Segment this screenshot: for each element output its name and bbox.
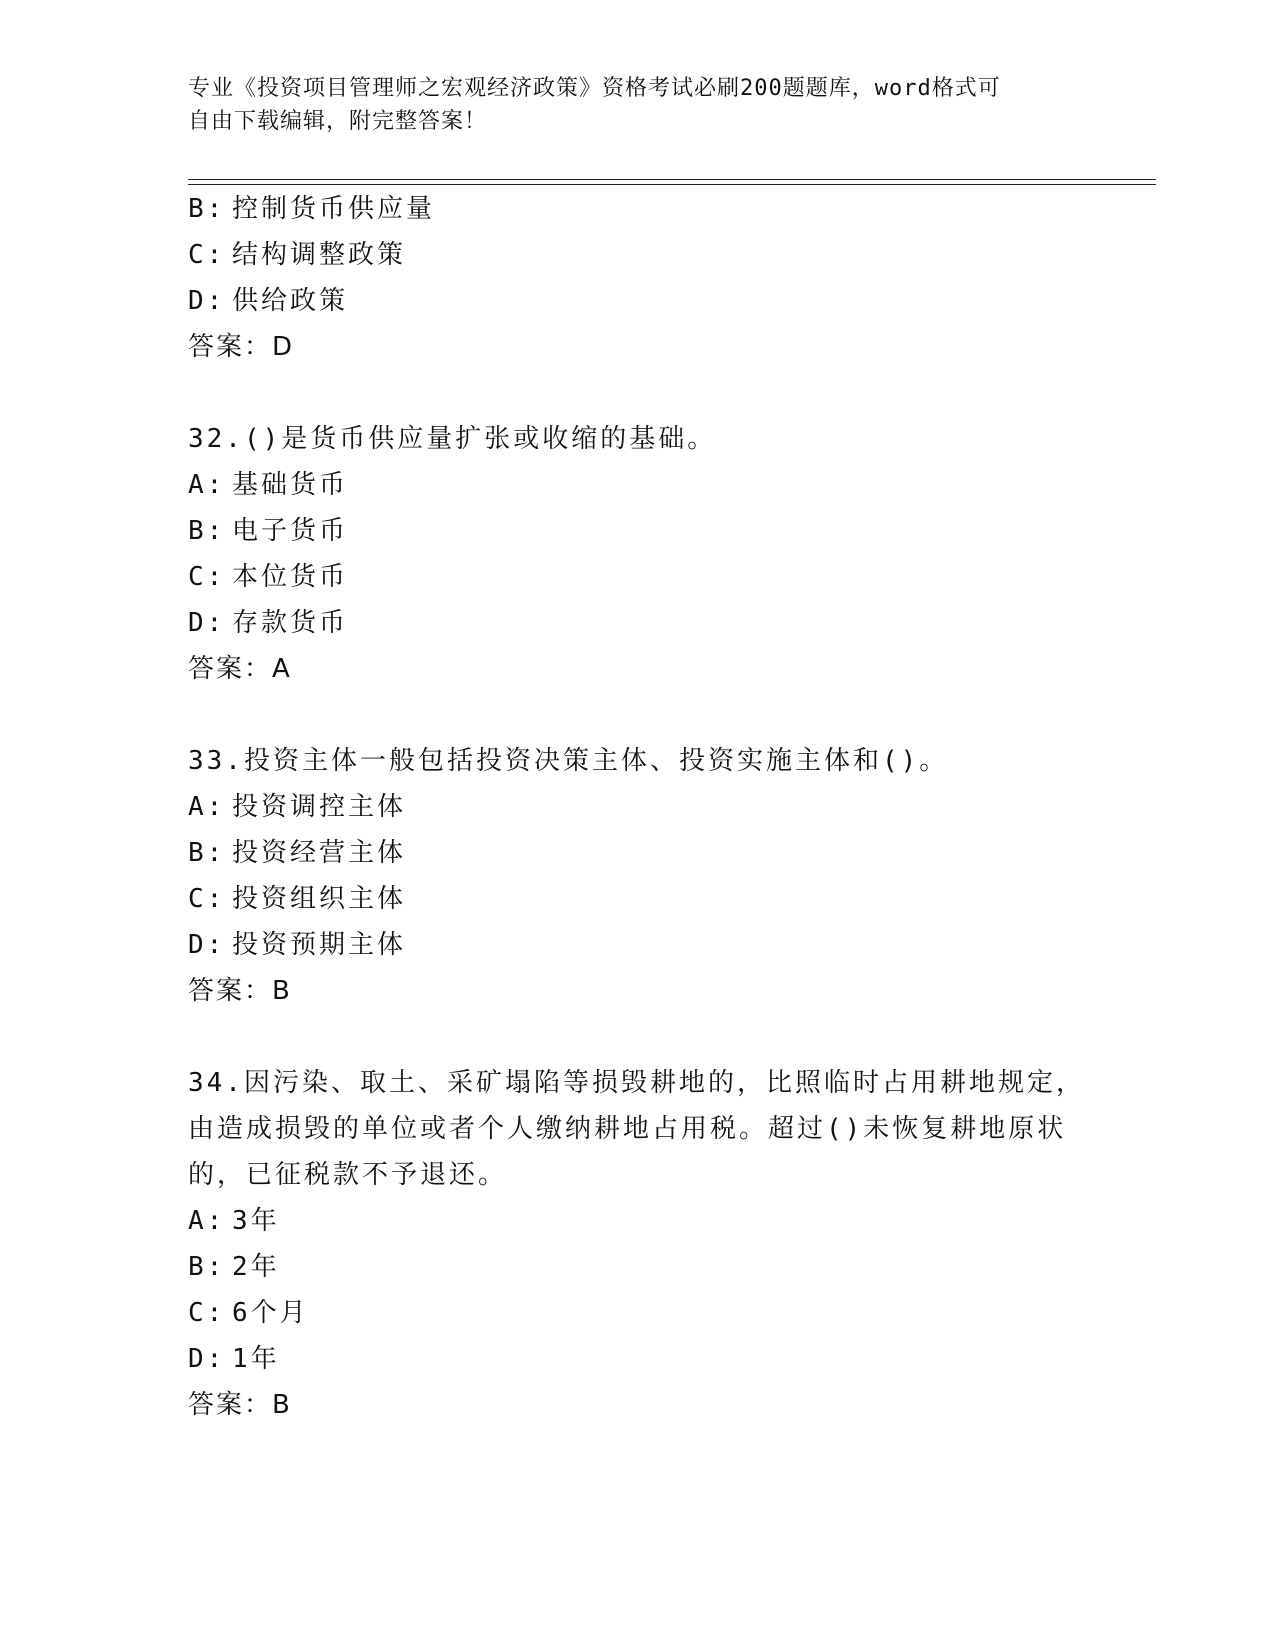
question-stem-line-3: 的，已征税款不予退还。 (188, 1160, 508, 1190)
question-34 (188, 1060, 1085, 1428)
question-list (188, 186, 1085, 1428)
option-a: A: 3年 (188, 1206, 280, 1236)
option-a: A: 投资调控主体 (188, 792, 407, 822)
answer-line: 答案：D (188, 332, 295, 362)
option-d: D: 供给政策 (188, 286, 349, 316)
option-b: B: 电子货币 (188, 516, 349, 546)
option-d: D: 投资预期主体 (188, 930, 407, 960)
question-stem-line-1: 34.因污染、取土、采矿塌陷等损毁耕地的，比照临时占用耕地规定， (188, 1068, 1085, 1098)
header-line-1: 专业《投资项目管理师之宏观经济政策》资格考试必刷200题题库，word格式可 (188, 76, 1001, 101)
answer-line: 答案：A (188, 654, 292, 684)
answer-line: 答案：B (188, 1390, 292, 1420)
option-b: B: 投资经营主体 (188, 838, 407, 868)
answer-line: 答案：B (188, 976, 292, 1006)
option-c: C: 6个月 (188, 1298, 309, 1328)
question-stem: 33.投资主体一般包括投资决策主体、投资实施主体和()。 (188, 746, 949, 776)
header-divider-top (188, 179, 1156, 180)
option-b: B: 控制货币供应量 (188, 194, 436, 224)
question-31-continued (188, 186, 1068, 370)
question-stem: 32.()是货币供应量扩张或收缩的基础。 (188, 424, 717, 454)
option-c: C: 本位货币 (188, 562, 349, 592)
document-header (188, 72, 1068, 138)
option-a: A: 基础货币 (188, 470, 349, 500)
option-d: D: 1年 (188, 1344, 280, 1374)
option-c: C: 投资组织主体 (188, 884, 407, 914)
header-divider-bottom (188, 184, 1156, 185)
question-stem-line-2: 由造成损毁的单位或者个人缴纳耕地占用税。超过()未恢复耕地原状 (188, 1114, 1067, 1144)
question-32 (188, 416, 1068, 692)
option-d: D: 存款货币 (188, 608, 349, 638)
option-b: B: 2年 (188, 1252, 280, 1282)
option-c: C: 结构调整政策 (188, 240, 407, 270)
question-33 (188, 738, 1068, 1014)
header-line-2: 自由下载编辑，附完整答案！ (188, 109, 488, 134)
